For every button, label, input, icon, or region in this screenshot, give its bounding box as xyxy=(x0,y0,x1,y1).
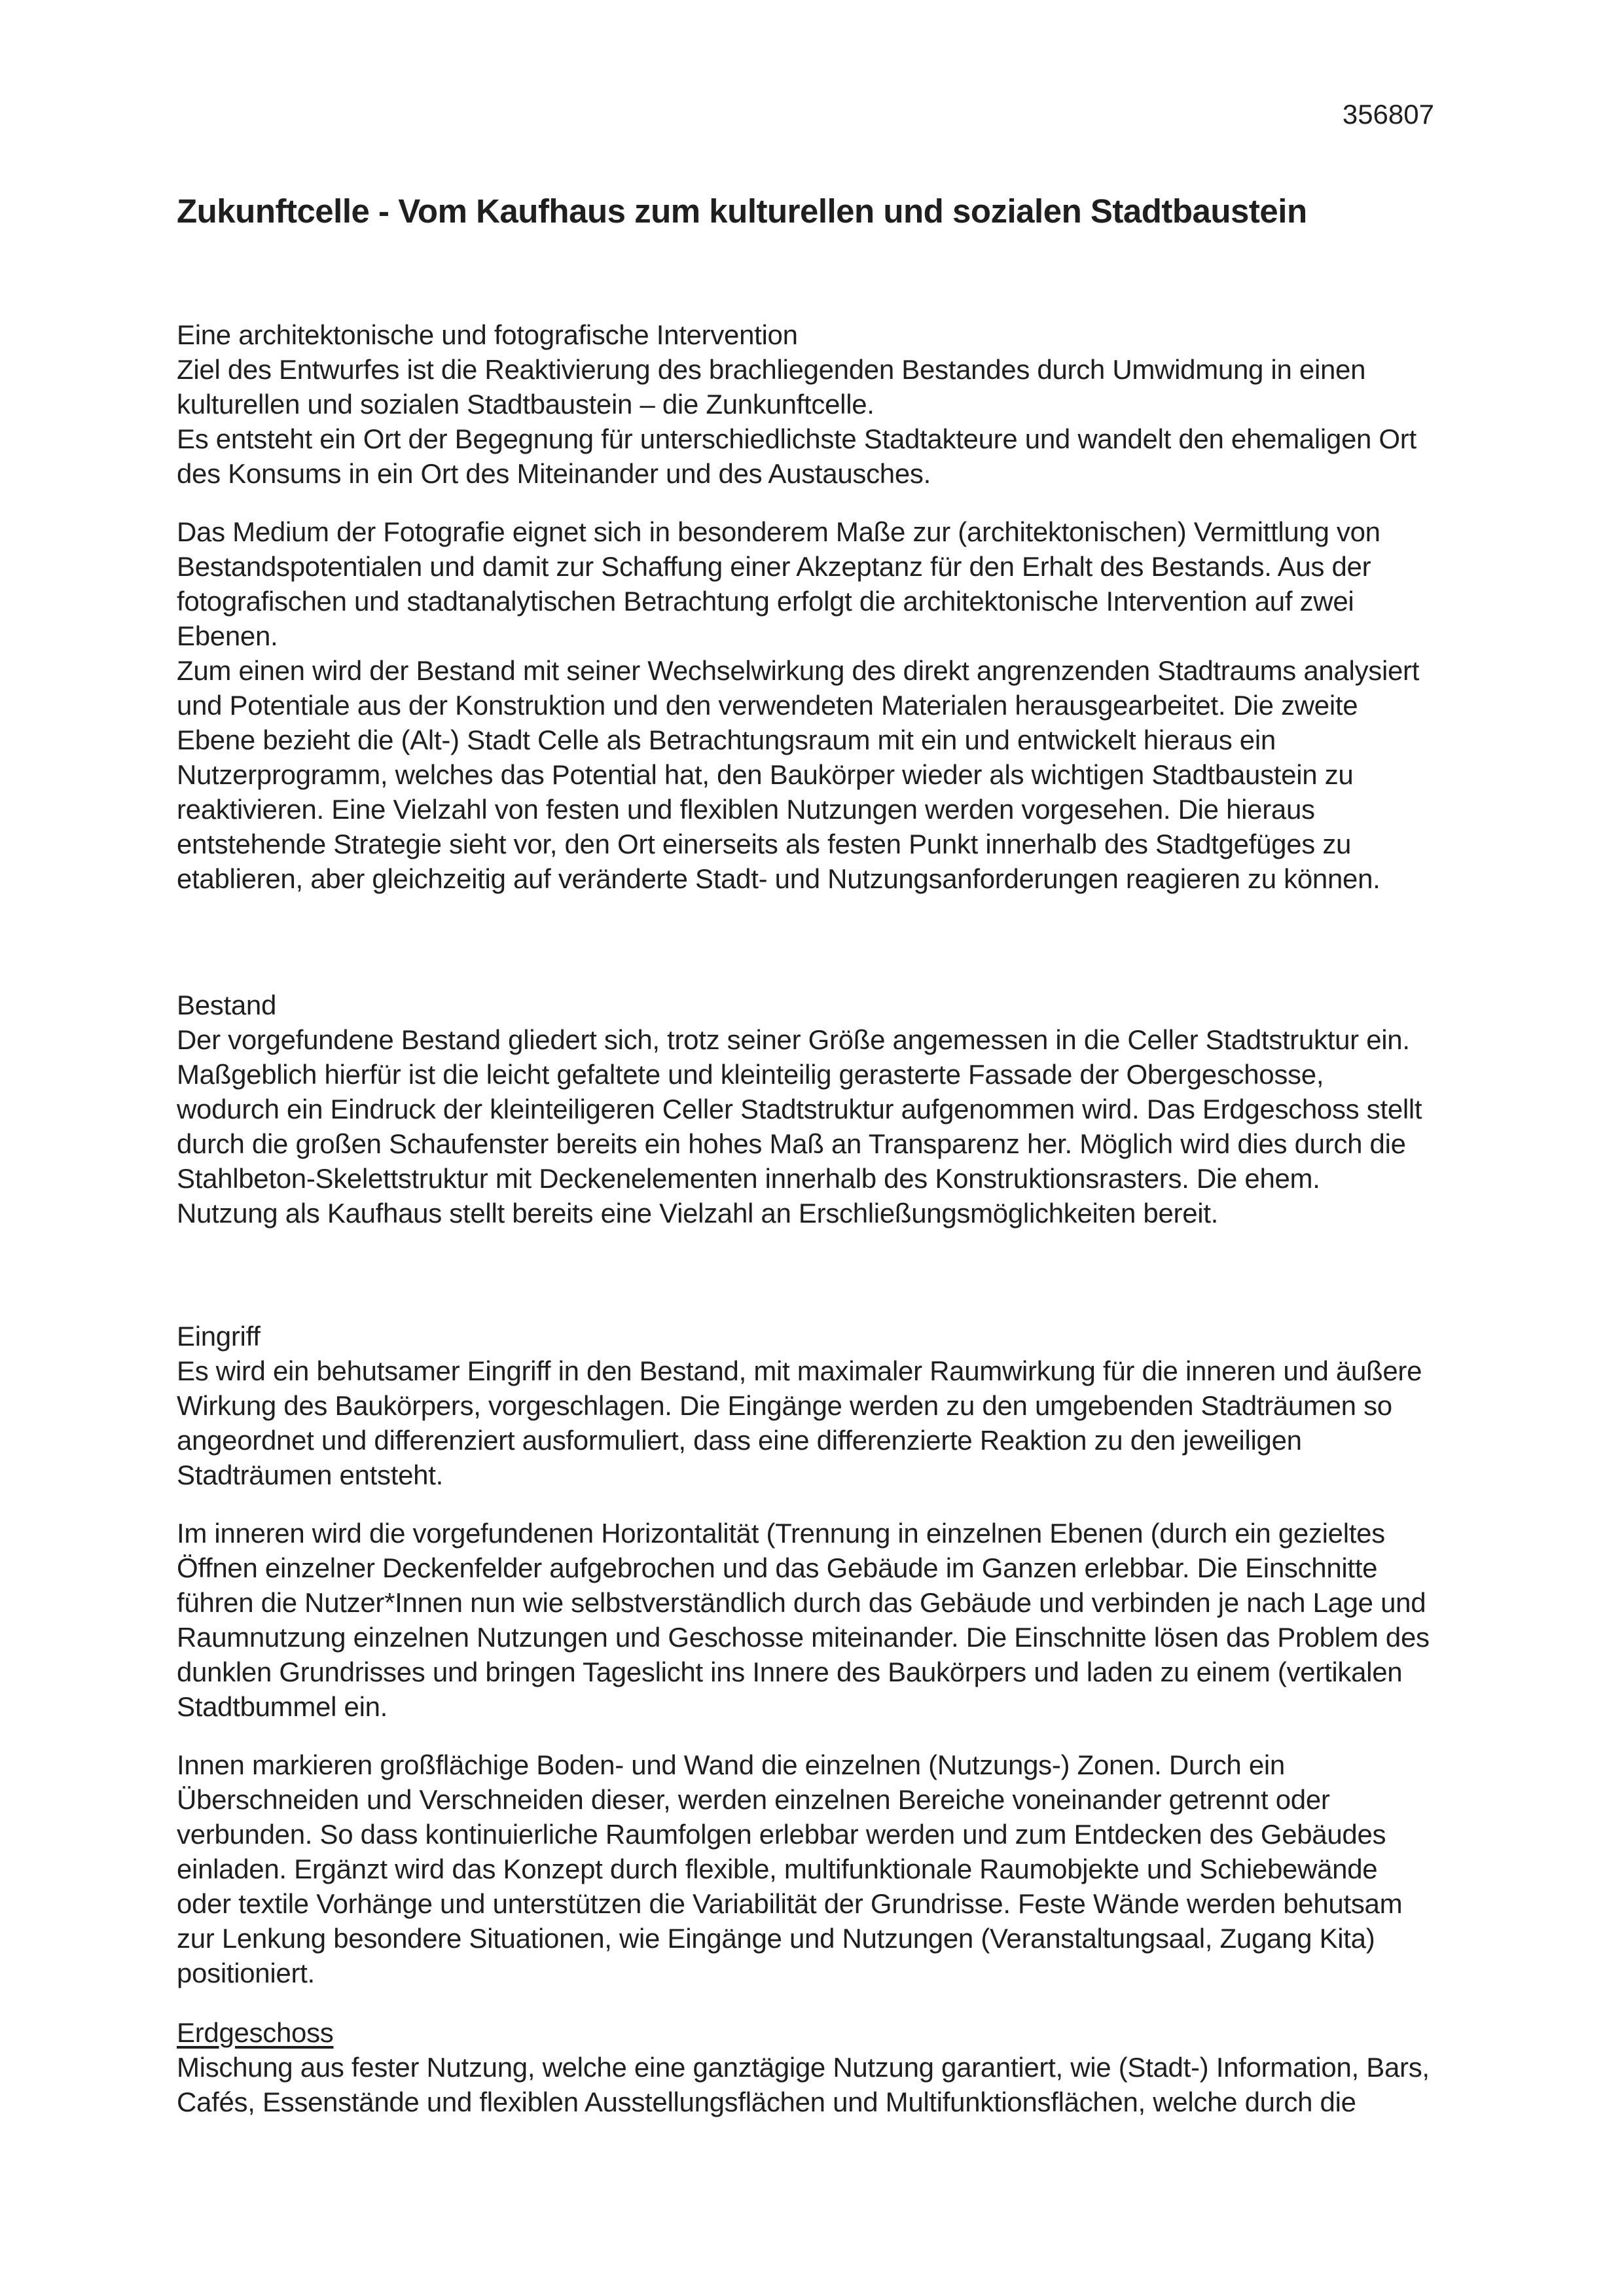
text-line: durch die großen Schaufenster bereits ein hohes Maß an Transparenz her. Möglich wird dies durch die xyxy=(177,1128,1406,1159)
text-line: Maßgeblich hierfür ist die leicht gefaltete und kleinteilig gerasterte Fassade der Obergeschosse, xyxy=(177,1059,1324,1090)
section-erdgeschoss xyxy=(177,2015,1454,2119)
text-line: Das Medium der Fotografie eignet sich in besonderem Maße zur (architektonischen) Vermittlung von xyxy=(177,516,1380,547)
text-line: Cafés, Essenstände und flexiblen Ausstellungsflächen und Multifunktionsflächen, welche durch die xyxy=(177,2087,1356,2117)
text-line: Stahlbeton-Skelettstruktur mit Deckenelementen innerhalb des Konstruktionsrasters. Die ehem. xyxy=(177,1163,1320,1194)
page-number: 356807 xyxy=(1342,99,1434,130)
section-heading: Bestand xyxy=(177,990,277,1020)
text-line: reaktivieren. Eine Vielzahl von festen und flexiblen Nutzungen werden vorgesehen. Die hieraus xyxy=(177,794,1315,825)
text-line: Ebene bezieht die (Alt-) Stadt Celle als Betrachtungsraum mit ein und entwickelt hieraus ein xyxy=(177,725,1276,755)
text-line: Im inneren wird die vorgefundenen Horizontalität (Trennung in einzelnen Ebenen (durch ein gezieltes xyxy=(177,1518,1385,1549)
text-line: wodurch ein Eindruck der kleinteiligeren Celler Stadtstruktur aufgenommen wird. Das Erdgeschoss stellt xyxy=(177,1094,1422,1124)
text-line: Zum einen wird der Bestand mit seiner Wechselwirkung des direkt angrenzenden Stadtraums analysiert xyxy=(177,655,1420,686)
paragraph xyxy=(177,1022,1454,1230)
document-title: Zukunftcelle - Vom Kaufhaus zum kulturellen und sozialen Stadtbaustein xyxy=(177,192,1307,230)
text-line: Öffnen einzelner Deckenfelder aufgebrochen und das Gebäude im Ganzen erlebbar. Die Einschnitte xyxy=(177,1552,1378,1583)
text-line: Raumnutzung einzelnen Nutzungen und Geschosse miteinander. Die Einschnitte lösen das Problem des xyxy=(177,1622,1430,1653)
text-line: Es wird ein behutsamer Eingriff in den Bestand, mit maximaler Raumwirkung für die inneren und äußere xyxy=(177,1355,1422,1386)
text-line: Ebenen. xyxy=(177,620,278,651)
text-line: dunklen Grundrisses und bringen Tageslicht ins Innere des Baukörpers und laden zu einem (vertikalen xyxy=(177,1657,1403,1687)
paragraph xyxy=(177,1516,1454,1724)
text-line: Bestandspotentialen und damit zur Schaffung einer Akzeptanz für den Erhalt des Bestands. Aus der xyxy=(177,551,1371,582)
text-line: kulturellen und sozialen Stadtbaustein – die Zunkunftcelle. xyxy=(177,389,875,420)
text-line: einladen. Ergänzt wird das Konzept durch flexible, multifunktionale Raumobjekte und Schiebewände xyxy=(177,1854,1378,1884)
paragraph xyxy=(177,2050,1454,2119)
text-line: Wirkung des Baukörpers, vorgeschlagen. Die Eingänge werden zu den umgebenden Stadträumen so xyxy=(177,1390,1392,1421)
section-heading: Erdgeschoss xyxy=(177,2017,334,2048)
section-intervention xyxy=(177,317,1454,896)
text-line: Nutzerprogramm, welches das Potential hat, den Baukörper wieder als wichtigen Stadtbaustein zu xyxy=(177,759,1354,790)
paragraph xyxy=(177,1354,1454,1492)
text-line: Der vorgefundene Bestand gliedert sich, trotz seiner Größe angemessen in die Celler Stadtstruktur ein. xyxy=(177,1024,1410,1055)
text-line: Nutzung als Kaufhaus stellt bereits eine Vielzahl an Erschließungsmöglichkeiten bereit. xyxy=(177,1198,1219,1229)
text-line: des Konsums in ein Ort des Miteinander und des Austausches. xyxy=(177,458,931,489)
text-line: etablieren, aber gleichzeitig auf veränderte Stadt- und Nutzungsanforderungen reagieren zu können. xyxy=(177,863,1380,894)
paragraph xyxy=(177,1748,1454,1990)
text-line: Mischung aus fester Nutzung, welche eine ganztägige Nutzung garantiert, wie (Stadt-) Information, Bars, xyxy=(177,2052,1430,2083)
text-line: fotografischen und stadtanalytischen Betrachtung erfolgt die architektonische Intervention auf zwei xyxy=(177,586,1354,617)
text-line: zur Lenkung besondere Situationen, wie Eingänge und Nutzungen (Veranstaltungsaal, Zugang Kita) xyxy=(177,1923,1375,1954)
text-line: angeordnet und differenziert ausformuliert, dass eine differenzierte Reaktion zu den jeweiligen xyxy=(177,1425,1302,1456)
text-line: führen die Nutzer*Innen nun wie selbstverständlich durch das Gebäude und verbinden je nach Lage und xyxy=(177,1587,1426,1618)
text-line: Stadtbummel ein. xyxy=(177,1691,388,1722)
text-line: Stadträumen entsteht. xyxy=(177,1460,443,1490)
text-line: oder textile Vorhänge und unterstützen die Variabilität der Grundrisse. Feste Wände werden behutsam xyxy=(177,1888,1403,1919)
text-line: Innen markieren großflächige Boden- und Wand die einzelnen (Nutzungs-) Zonen. Durch ein xyxy=(177,1749,1285,1780)
text-line: entstehende Strategie sieht vor, den Ort einerseits als festen Punkt innerhalb des Stadtgefüges zu xyxy=(177,829,1352,859)
text-line: verbunden. So dass kontinuierliche Raumfolgen erlebbar werden und zum Entdecken des Gebäudes xyxy=(177,1819,1386,1850)
section-bestand xyxy=(177,988,1454,1230)
paragraph xyxy=(177,352,1454,491)
text-line: Ziel des Entwurfes ist die Reaktivierung des brachliegenden Bestandes durch Umwidmung in einen xyxy=(177,354,1366,385)
text-line: Es entsteht ein Ort der Begegnung für unterschiedlichste Stadtakteure und wandelt den ehemaligen Ort xyxy=(177,423,1416,454)
section-eingriff xyxy=(177,1319,1454,1990)
text-line: positioniert. xyxy=(177,1958,315,1988)
paragraph xyxy=(177,514,1454,896)
section-heading: Eingriff xyxy=(177,1321,261,1352)
text-line: und Potentiale aus der Konstruktion und den verwendeten Materialen herausgearbeitet. Die zweite xyxy=(177,690,1358,721)
text-line: Überschneiden und Verschneiden dieser, werden einzelnen Bereiche voneinander getrennt oder xyxy=(177,1784,1330,1815)
section-heading: Eine architektonische und fotografische Intervention xyxy=(177,319,798,350)
